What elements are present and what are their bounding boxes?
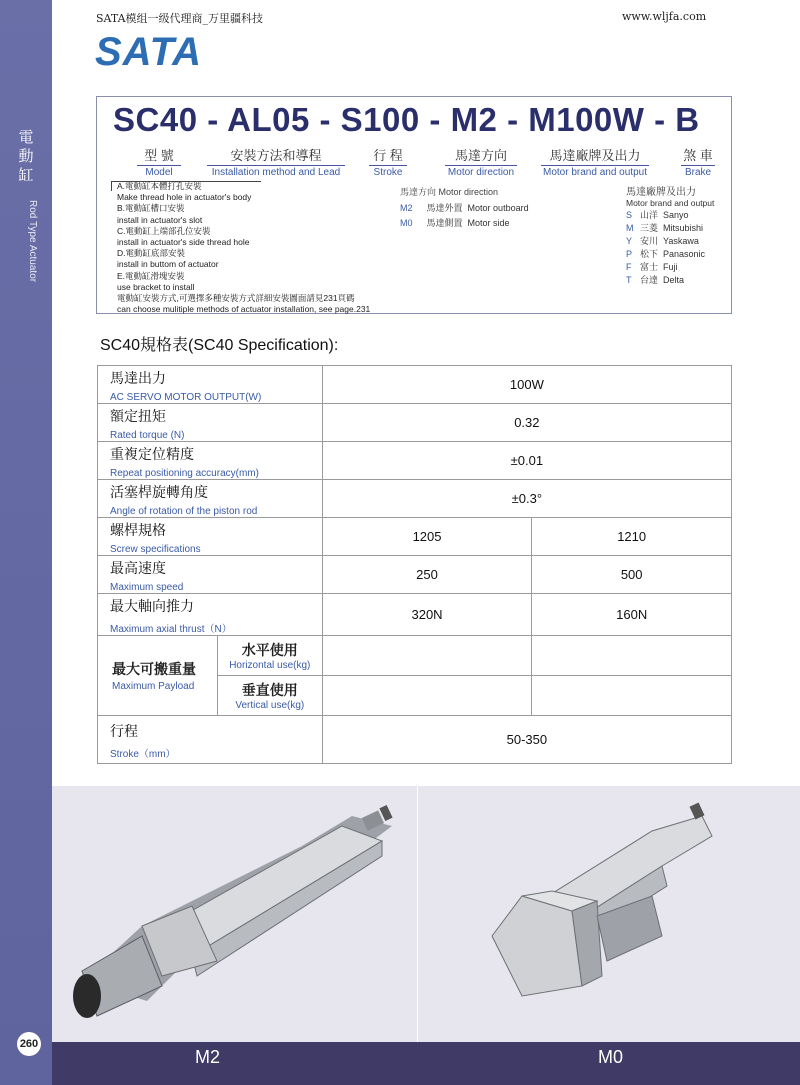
caption-model-en: Model (145, 167, 173, 178)
caption-install-cn: 安裝方法和導程 (207, 145, 345, 166)
direction-cn: 馬達側置 (426, 218, 463, 228)
brand-item (626, 209, 714, 222)
page-number: 260 (17, 1032, 41, 1056)
caption-model-cn: 型 號 (137, 145, 181, 166)
table-row (98, 594, 732, 636)
caption-install (207, 145, 345, 178)
row-label (98, 480, 323, 518)
caption-brake-en: Brake (684, 167, 712, 178)
direction-item (400, 216, 529, 231)
table-row (98, 442, 732, 480)
install-line: B.電動缸槽口安裝 (117, 203, 185, 214)
caption-stroke (369, 145, 407, 178)
install-line: D.電動缸底部安裝 (117, 248, 186, 259)
label-m2: M2 (195, 1047, 221, 1067)
model-code: SC40 - AL05 - S100 - M2 - M100W - B (113, 101, 700, 138)
payload-horizontal-value-1 (322, 636, 532, 676)
brand-cn: 山洋 (640, 210, 659, 220)
brand-title-en: Motor brand and output (626, 198, 715, 208)
row-label-cn: 行程 (110, 723, 138, 739)
direction-item (400, 201, 529, 216)
direction-en: Motor outboard (467, 203, 529, 213)
brand-cn: 安川 (640, 236, 659, 246)
row-label (98, 556, 323, 594)
install-line: install in buttom of actuator (117, 259, 219, 270)
row-value-2: 160N (532, 594, 732, 636)
brand-en: Sanyo (663, 210, 689, 220)
brand-cn: 富士 (640, 262, 659, 272)
brand-code: P (626, 249, 633, 259)
row-label (98, 366, 323, 404)
brand-item (626, 274, 714, 287)
row-label (98, 442, 323, 480)
brand-cn: 台達 (640, 275, 659, 285)
install-line: can choose mulitiple methods of actuator installation, see page.231 (117, 304, 371, 315)
row-label-cn: 螺桿規格 (110, 522, 166, 538)
model-code-box (96, 96, 732, 314)
row-label-en: Repeat positioning accuracy(mm) (110, 468, 259, 479)
row-label-cn: 活塞桿旋轉角度 (110, 484, 208, 500)
table-row (98, 716, 732, 764)
brand-en: Delta (663, 275, 685, 285)
motor-brand-legend (626, 183, 714, 287)
caption-stroke-en: Stroke (373, 167, 403, 178)
row-label-cn: 最大軸向推力 (110, 598, 194, 614)
product-image-area (52, 786, 800, 1042)
brand-item (626, 235, 714, 248)
row-value-2: 1210 (532, 518, 732, 556)
payload-label (98, 636, 218, 716)
caption-brake-cn: 煞 車 (681, 145, 715, 166)
side-char-2: 動 (18, 147, 34, 165)
direction-title: 馬達方向 Motor direction (400, 187, 499, 197)
brand-cn: 松下 (640, 249, 659, 259)
row-label (98, 594, 323, 636)
direction-code: M2 (400, 203, 413, 213)
brand-code: M (626, 223, 634, 233)
caption-brake (681, 145, 715, 178)
side-char-1: 電 (18, 128, 34, 146)
footer-band (52, 1042, 800, 1085)
install-line: C.電動缸上端部孔位安裝 (117, 225, 211, 236)
payload-vertical-value-2 (532, 676, 732, 716)
install-line: 電動缸安裝方式,可選擇多種安裝方式詳細安裝圖面請見231頁碼 (117, 293, 355, 304)
motor-direction-legend (400, 185, 529, 231)
side-category-cn (0, 128, 52, 185)
table-row (98, 518, 732, 556)
brand-item (626, 261, 714, 274)
table-row (98, 556, 732, 594)
brand-en: Mitsubishi (663, 223, 704, 233)
caption-direction (445, 145, 517, 178)
row-label-en: AC SERVO MOTOR OUTPUT(W) (110, 392, 262, 403)
header-website: www.wljfa.com (622, 10, 707, 23)
row-value: 50-350 (322, 716, 731, 764)
caption-brand (541, 145, 649, 178)
label-m0: M0 (598, 1047, 624, 1067)
row-label-cn: 最高速度 (110, 560, 166, 576)
table-row (98, 480, 732, 518)
side-char-3: 缸 (18, 166, 34, 184)
row-value: ±0.01 (322, 442, 731, 480)
caption-model (137, 145, 181, 178)
install-line: E.電動缸滑塊安裝 (117, 270, 185, 281)
payload-vertical-label (217, 676, 322, 716)
row-value-1: 1205 (322, 518, 532, 556)
payload-vertical-value-1 (322, 676, 532, 716)
caption-stroke-cn: 行 程 (369, 145, 407, 166)
install-line: install in actuator's slot (117, 214, 203, 225)
caption-install-en: Installation method and Lead (211, 167, 341, 178)
row-label-cn: 額定扭矩 (110, 408, 166, 424)
horizontal-en: Horizontal use(kg) (229, 660, 311, 671)
row-label (98, 518, 323, 556)
payload-horizontal-label (217, 636, 322, 676)
brand-code: T (626, 275, 632, 285)
image-divider (417, 786, 418, 1042)
brand-item (626, 248, 714, 261)
brand-title-cn: 馬達廠牌及出力 (626, 187, 696, 198)
horizontal-cn: 水平使用 (241, 642, 298, 658)
direction-en: Motor side (467, 218, 510, 228)
brand-cn: 三菱 (640, 223, 659, 233)
brand-item (626, 222, 714, 235)
payload-label-en: Maximum Payload (112, 681, 195, 692)
product-images-svg (52, 786, 800, 1042)
brand-en: Panasonic (663, 249, 706, 259)
spec-table (97, 365, 732, 764)
row-value: 100W (322, 366, 731, 404)
row-value: 0.32 (322, 404, 731, 442)
spec-title: SC40規格表(SC40 Specification): (100, 337, 339, 354)
table-row (98, 366, 732, 404)
install-line: use bracket to install (117, 281, 195, 292)
row-label-en: Maximum axial thrust（N） (110, 624, 232, 635)
install-line: A.電動缸本體打孔安裝 (117, 181, 202, 191)
brand-logo: SATA (95, 30, 202, 74)
row-value-2: 500 (532, 556, 732, 594)
row-label (98, 404, 323, 442)
caption-brand-en: Motor brand and output (543, 167, 647, 178)
side-category-en: Rod Type Actuator (27, 200, 38, 283)
table-row (98, 404, 732, 442)
row-label-en: Maximum speed (110, 582, 184, 593)
row-label-cn: 馬達出力 (110, 370, 166, 386)
row-label-cn: 重複定位精度 (110, 446, 194, 462)
actuator-m0-image (492, 803, 712, 996)
row-value-1: 320N (322, 594, 532, 636)
header-distributor: SATA模组一级代理商_万里疆科技 (96, 12, 264, 25)
brand-en: Yaskawa (663, 236, 699, 246)
actuator-m2-image (73, 805, 393, 1018)
install-line: install in actuator's side thread hole (117, 237, 250, 248)
caption-brand-cn: 馬達廠牌及出力 (541, 145, 649, 166)
caption-direction-cn: 馬達方向 (445, 145, 517, 166)
install-method-list (117, 181, 370, 315)
payload-horizontal-value-2 (532, 636, 732, 676)
brand-code: F (626, 262, 632, 272)
install-line: Make thread hole in actuator's body (117, 192, 252, 203)
direction-cn: 馬達外置 (426, 203, 463, 213)
table-row (98, 636, 732, 676)
row-label-en: Angle of rotation of the piston rod (110, 506, 258, 517)
row-label-en: Rated torque (N) (110, 430, 185, 441)
payload-label-cn: 最大可搬重量 (112, 661, 196, 677)
row-label-en: Stroke（mm） (110, 749, 176, 760)
vertical-en: Vertical use(kg) (235, 700, 305, 711)
brand-en: Fuji (663, 262, 678, 272)
direction-code: M0 (400, 218, 413, 228)
row-label (98, 716, 323, 764)
brand-code: S (626, 210, 633, 220)
row-value: ±0.3° (322, 480, 731, 518)
caption-direction-en: Motor direction (447, 167, 515, 178)
row-label-en: Screw specifications (110, 544, 201, 555)
row-value-1: 250 (322, 556, 532, 594)
install-bracket-line (111, 181, 261, 191)
vertical-cn: 垂直使用 (241, 682, 298, 698)
brand-code: Y (626, 236, 633, 246)
